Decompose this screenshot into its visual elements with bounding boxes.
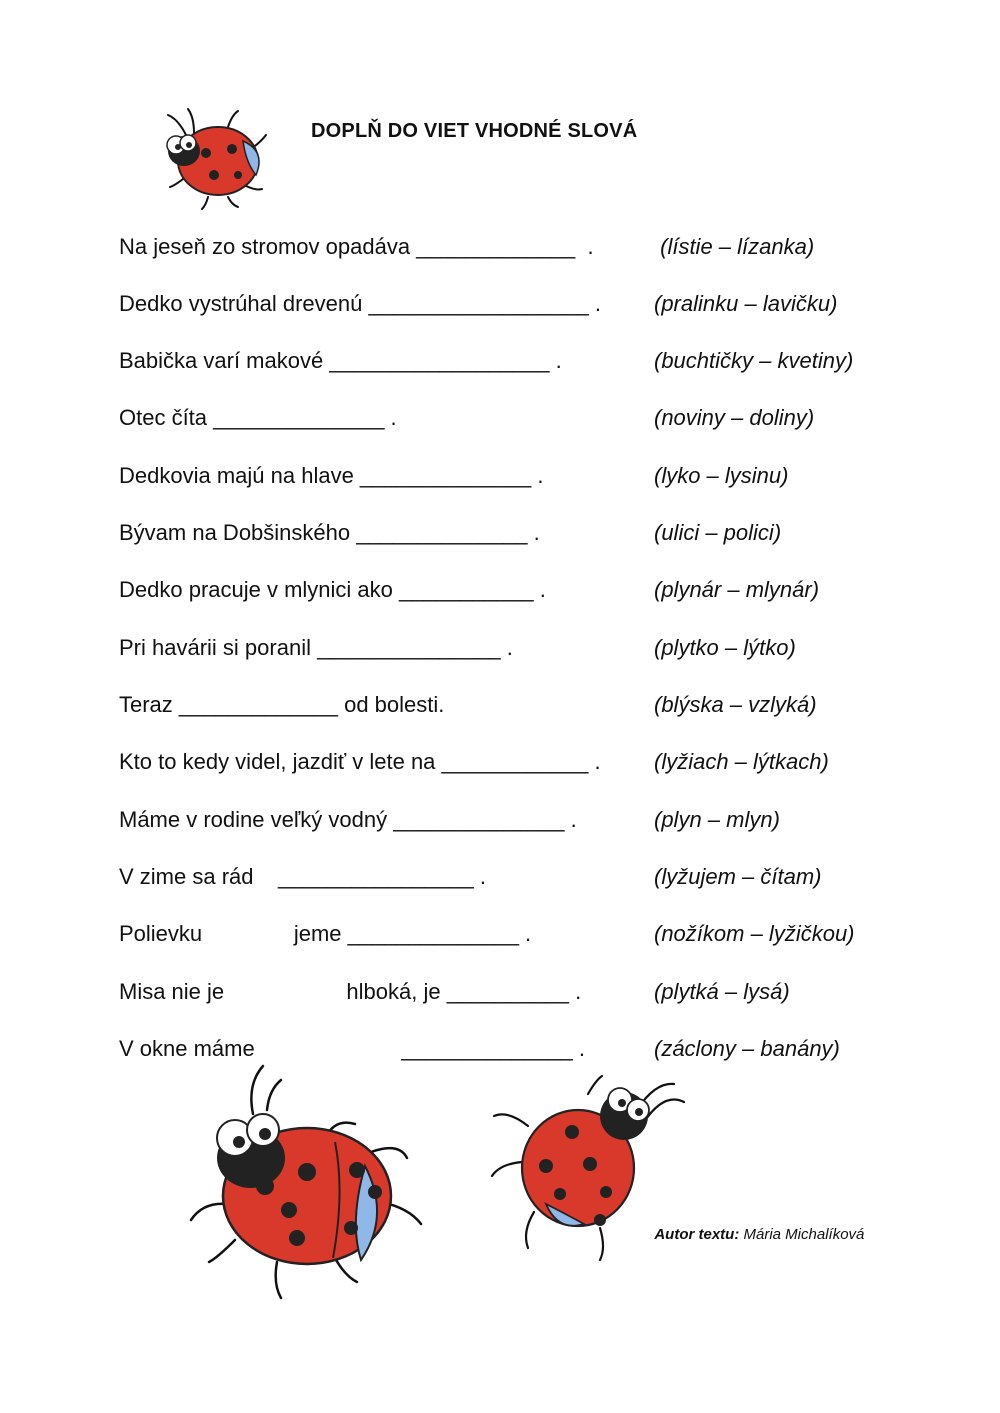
sentence: Babička varí makové __________________ . [119,348,562,373]
word-choices: (lístie – lízanka) [654,234,815,259]
author-credit [646,1209,864,1243]
word-choices: (plyn – mlyn) [654,807,780,832]
sentence: Dedko pracuje v mlynici ako ___________ . [119,577,546,602]
exercise-row [0,1036,1000,1066]
word-choices: (nožíkom – lyžičkou) [654,921,855,946]
exercise-row [0,463,1000,493]
exercise-row [0,291,1000,321]
exercise-row [0,749,1000,779]
exercise-row [0,577,1000,607]
word-choices: (záclony – banány) [654,1036,840,1061]
word-choices: (lyžiach – lýtkach) [654,749,829,774]
word-choices: (ulici – polici) [654,520,782,545]
exercise-row [0,921,1000,951]
exercise-row [0,807,1000,837]
word-choices: (blýska – vzlyká) [654,692,817,717]
word-choices: (lyžujem – čítam) [654,864,822,889]
word-choices: (buchtičky – kvetiny) [654,348,854,373]
sentence: Bývam na Dobšinského ______________ . [119,520,540,545]
exercise-row [0,348,1000,378]
word-choices: (lyko – lysinu) [654,463,789,488]
exercise-row [0,234,1000,264]
word-choices: (plytká – lysá) [654,979,790,1004]
sentence: Dedko vystrúhal drevenú __________________ . [119,291,601,316]
author-name: Mária Michalíková [739,1226,865,1243]
worksheet-title: DOPLŇ DO VIET VHODNÉ SLOVÁ [311,120,638,142]
sentence: Pri havárii si poranil _______________ . [119,635,513,660]
word-choices: (plytko – lýtko) [654,635,796,660]
author-label: Autor textu: [654,1226,740,1243]
sentence: V okne máme ______________ . [119,1036,585,1061]
exercise-row [0,520,1000,550]
sentence: Máme v rodine veľký vodný ______________ . [119,807,577,832]
sentence: Misa nie je hlboká, je __________ . [119,979,582,1004]
sentence: Otec číta ______________ . [119,405,397,430]
ladybug-illustration-bottom-left [185,1062,430,1302]
word-choices: (noviny – doliny) [654,405,815,430]
sentence: Teraz _____________ od bolesti. [119,692,445,717]
exercise-row [0,979,1000,1009]
exercise-row [0,635,1000,665]
word-choices: (plynár – mlynár) [654,577,820,602]
exercise-row [0,692,1000,722]
sentence: Dedkovia majú na hlave ______________ . [119,463,544,488]
exercise-row [0,405,1000,435]
word-choices: (pralinku – lavičku) [654,291,838,316]
exercise-row [0,864,1000,894]
sentence: Na jeseň zo stromov opadáva _____________ . [119,234,594,259]
sentence: Polievku jeme ______________ . [119,921,532,946]
sentence: Kto to kedy videl, jazdiť v lete na ____________ . [119,749,601,774]
sentence: V zime sa rád ________________ . [119,864,486,889]
ladybug-illustration-top [148,105,273,210]
